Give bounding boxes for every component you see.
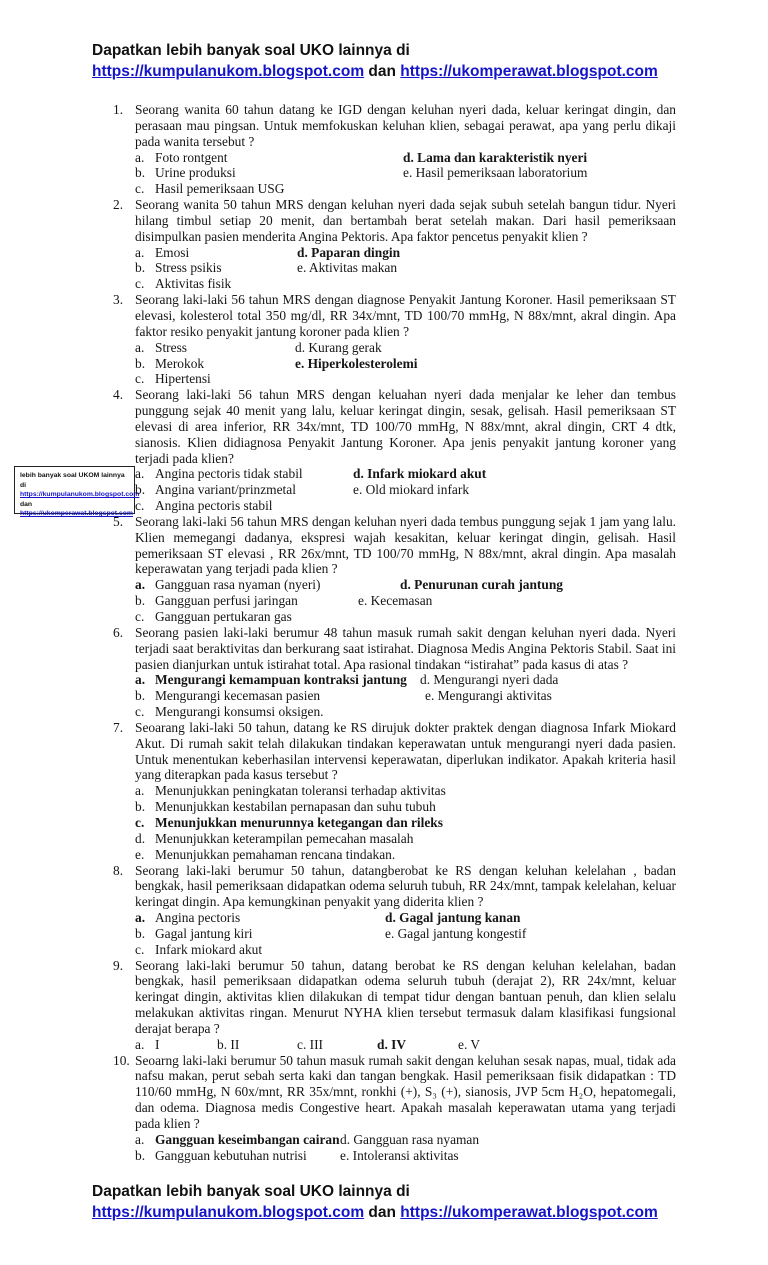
option-label: b. <box>135 593 146 609</box>
option-label: c. <box>135 609 145 624</box>
option-text: Aktivitas fisik <box>155 276 232 292</box>
option-label: b. <box>135 799 146 815</box>
option-text: Gagal jantung kiri <box>155 925 253 941</box>
option-row <box>135 340 676 356</box>
option-label: d. <box>135 830 146 846</box>
question-stem: Seorang laki-laki berumur 50 tahun, datangberobat ke RS dengan keluhan kelelahan , badan bengkak, hasil pemeriksaan didapatkan odema seluruh tubuh, RR 24x/mnt, tampak kelelahan, keluar keringat dingin. Apa kemungkinan penyakit yang diderita klien ? <box>135 862 676 910</box>
option-label: a. <box>135 339 145 355</box>
option-c <box>135 371 211 386</box>
option-a <box>135 672 407 687</box>
option-row <box>135 466 676 482</box>
option-text: Mengurangi kemampuan kontraksi jantung <box>155 672 407 688</box>
option-label: a. <box>135 1036 145 1052</box>
option-text: Foto rontgent <box>155 149 228 165</box>
question-number: 1. <box>113 102 124 117</box>
option-label: a. <box>135 149 145 165</box>
option-b <box>135 165 236 180</box>
option-row <box>135 704 676 720</box>
question-body <box>135 197 676 292</box>
question-body <box>135 863 676 958</box>
option-label: a. <box>135 783 145 799</box>
option-d <box>295 340 382 356</box>
option-row <box>135 498 676 514</box>
option-label: e. <box>458 1036 471 1052</box>
option-a <box>135 577 320 592</box>
question-body <box>135 958 676 1053</box>
option-text: Hasil pemeriksaan laboratorium <box>415 165 588 181</box>
option-text: Gangguan rasa nyaman (nyeri) <box>155 577 321 593</box>
option-a <box>135 340 187 355</box>
option-d <box>377 1037 406 1053</box>
option-b <box>135 260 222 275</box>
option-row <box>135 260 676 276</box>
option-text: Hasil pemeriksaan USG <box>155 181 285 197</box>
option-label: e. <box>403 165 416 181</box>
option-label: c. <box>135 498 145 514</box>
option-text: Menunjukkan peningkatan toleransi terhadap aktivitas <box>155 783 446 799</box>
option-label: e. <box>353 482 366 498</box>
option-text: Angina pectoris tidak stabil <box>155 466 303 482</box>
question-body <box>135 720 676 863</box>
option-text: Gangguan perfusi jaringan <box>155 593 298 609</box>
option-c <box>135 498 273 513</box>
option-text: Hipertensi <box>155 371 211 387</box>
option-b <box>135 482 296 497</box>
option-text: Infark miokard akut <box>155 941 263 957</box>
option-text: II <box>230 1036 240 1052</box>
option-text: Gangguan pertukaran gas <box>155 609 292 624</box>
option-label: a. <box>135 244 145 260</box>
option-row <box>135 1037 676 1053</box>
option-text: Gagal jantung kanan <box>399 910 521 926</box>
footer-link-separator: dan <box>368 1204 401 1221</box>
option-label: a. <box>135 672 146 688</box>
option-text: III <box>309 1036 324 1052</box>
question-body <box>135 1053 676 1164</box>
option-row <box>135 371 676 387</box>
option-a <box>135 1132 340 1147</box>
option-text: Gangguan rasa nyaman <box>353 1131 480 1147</box>
question-number: 3. <box>113 292 124 308</box>
option-label: a. <box>135 466 145 482</box>
questions-list <box>113 102 676 1164</box>
option-text: Gangguan kebutuhan nutrisi <box>155 1147 307 1163</box>
option-label: a. <box>135 1131 145 1147</box>
option-label: d. <box>297 244 312 260</box>
option-row <box>135 942 676 958</box>
option-e <box>340 1148 459 1164</box>
option-label: c. <box>135 704 145 720</box>
option-text: Angina variant/prinzmetal <box>155 482 296 498</box>
question-stem: Seorang wanita 60 tahun datang ke IGD dengan keluhan nyeri dada, keluar keringat dingin, dan perasaan mau pingsan. Untuk memfokuskan keluhan klien, sebagai perawat, apa yang perlu dikaji pada wanita tersebut ? <box>135 102 676 149</box>
question-item-3 <box>113 292 676 387</box>
option-label: d. <box>400 577 415 593</box>
side-note-link-ukomperawat[interactable]: https://ukomperawat.blogspot.com <box>20 510 133 517</box>
option-label: a. <box>135 577 146 593</box>
option-c <box>135 609 292 624</box>
option-label: e. <box>295 355 308 371</box>
option-text: Menunjukkan menurunnya ketegangan dan rileks <box>155 814 443 830</box>
question-number: 7. <box>113 719 124 735</box>
question-body <box>135 292 676 387</box>
option-a <box>135 1037 159 1052</box>
option-e <box>297 260 397 276</box>
option-row <box>135 276 676 292</box>
option-d <box>385 910 520 926</box>
question-number: 4. <box>113 387 124 403</box>
option-label: e. <box>385 925 398 941</box>
question-stem: Seorang pasien laki-laki berumur 48 tahun masuk rumah sakit dengan keluhan nyeri dada. Nyeri terjadi saat beraktivitas dan berkurang saat istirahat. Diagnosa Medis Angina Pektoris Stabil. Saat ini pasien dianjurkan untuk istirahat total. Apa rasional tindakan “istirahat” pada kasus di atas ? <box>135 624 676 672</box>
option-text: Lama dan karakteristik nyeri <box>417 149 588 165</box>
option-text: Emosi <box>155 244 190 260</box>
question-item-7 <box>113 720 676 863</box>
option-text: Stress psikis <box>155 260 222 276</box>
option-text: V <box>470 1036 481 1052</box>
option-text: Mengurangi nyeri dada <box>433 672 559 688</box>
option-label: c. <box>135 371 145 387</box>
option-label: d. <box>377 1036 392 1052</box>
option-label: b. <box>135 355 146 371</box>
option-text: Gangguan keseimbangan cairan <box>155 1131 340 1147</box>
option-c <box>297 1037 323 1053</box>
option-e <box>403 165 587 181</box>
option-row <box>135 847 676 863</box>
footer-link-ukomperawat[interactable]: https://ukomperawat.blogspot.com <box>400 1204 658 1221</box>
question-item-6 <box>113 625 676 720</box>
question-stem: Seorang laki-laki 56 tahun MRS dengan keluhan nyeri dada tembus punggung sejak 1 jam yang lalu. Klien memegangi dadanya, ekspresi wajah kesakitan, keluar keringat dingin, gelisah. Hasil pemeriksaan ST elevasi , RR 26x/mnt, TD 100/70 mmHg, N 88x/mnt, akral dingin. Apa masalah keperawatan yang terjadi pada klien ? <box>135 513 676 577</box>
header-link-ukomperawat[interactable]: https://ukomperawat.blogspot.com <box>400 63 658 80</box>
option-label: c. <box>135 276 145 292</box>
option-label: c. <box>135 181 145 197</box>
question-number: 2. <box>113 197 124 213</box>
option-a <box>135 910 240 925</box>
option-text: Urine produksi <box>155 165 236 181</box>
option-label: c. <box>135 941 145 957</box>
option-label: e. <box>297 260 309 276</box>
option-label: b. <box>135 925 146 941</box>
option-d <box>353 466 486 482</box>
option-label: b. <box>135 688 146 704</box>
footer-promo <box>92 1181 702 1223</box>
question-stem: Seorang laki-laki 56 tahun MRS dengan diagnose Penyakit Jantung Koroner. Hasil pemeriksaan ST elevasi, kolesterol total 350 mg/dl, RR 34x/mnt, TD 100/70 mmHg, N 88x/mnt, akral dingin. Apa faktor resiko penyakit jantung koroner pada klien ? <box>135 292 676 339</box>
option-b <box>135 926 252 941</box>
option-row <box>135 815 676 831</box>
question-number: 9. <box>113 957 124 973</box>
question-number: 10. <box>113 1052 130 1068</box>
option-row <box>135 1132 676 1148</box>
option-text: I <box>155 1036 160 1052</box>
option-d <box>340 1132 479 1148</box>
option-d <box>400 577 563 593</box>
header-promo-links <box>92 61 702 82</box>
option-text: Intoleransi aktivitas <box>352 1147 459 1163</box>
option-row <box>135 688 676 704</box>
header-promo-line1: Dapatkan lebih banyak soal UKO lainnya di <box>92 42 410 59</box>
option-row <box>135 577 676 593</box>
option-c <box>135 942 262 957</box>
option-row <box>135 165 676 181</box>
option-row <box>135 783 676 799</box>
option-label: d. <box>295 339 309 355</box>
option-text: Angina pectoris <box>155 910 241 926</box>
option-a <box>135 783 446 798</box>
question-item-8 <box>113 863 676 958</box>
option-text: Hiperkolesterolemi <box>307 355 418 371</box>
question-number: 8. <box>113 862 124 878</box>
option-b <box>135 593 298 608</box>
option-text: Mengurangi kecemasan pasien <box>155 688 321 704</box>
question-number: 5. <box>113 513 124 529</box>
option-a <box>135 150 228 165</box>
option-text: Kurang gerak <box>308 339 382 355</box>
option-label: e. <box>340 1147 353 1163</box>
option-text: Angina pectoris stabil <box>155 498 273 514</box>
option-d <box>297 245 400 261</box>
option-row <box>135 672 676 688</box>
option-label: e. <box>358 593 371 609</box>
option-b <box>217 1037 239 1053</box>
option-text: Penurunan curah jantung <box>414 577 563 593</box>
question-item-2 <box>113 197 676 292</box>
option-e <box>358 593 432 609</box>
option-label: c. <box>297 1036 310 1052</box>
option-text: Paparan dingin <box>311 244 401 260</box>
option-row <box>135 356 676 372</box>
option-text: Mengurangi konsumsi oksigen. <box>155 704 324 720</box>
option-text: IV <box>391 1036 407 1052</box>
option-label: d. <box>420 672 434 688</box>
question-body <box>135 514 676 625</box>
option-text: Menunjukkan pemahaman rencana tindakan. <box>155 846 396 862</box>
side-note-line1: lebih banyak soal UKOM lainnya di <box>20 472 125 489</box>
option-e <box>425 688 552 704</box>
option-d <box>403 150 587 166</box>
question-item-10 <box>113 1053 676 1164</box>
option-text: Stress <box>155 339 187 355</box>
footer-promo-links <box>92 1202 702 1223</box>
option-row <box>135 799 676 815</box>
option-label: b. <box>135 165 146 181</box>
option-text: Gagal jantung kongestif <box>397 925 527 941</box>
footer-link-kumpulanukom[interactable]: https://kumpulanukom.blogspot.com <box>92 1204 365 1221</box>
question-stem: Seoarng laki-laki berumur 50 tahun masuk rumah sakit dengan keluhan sesak napas, mual, tidak ada nafsu makan, perut sebah serta kaki dan tangan bengkak. Hasil pemeriksaan fisik didapatkan : TD 110/60 mmHg, N 60x/mnt, RR 35x/mnt, ronkhi (+), S₃ (+), sianosis, JVP 5cm H₂O, hepatomegali, dan odema. Diagnosa medis Congestive heart. Apakah masalah keperawatan utama yang terjadi pada klien ? <box>135 1052 676 1131</box>
option-c <box>135 704 324 719</box>
header-link-separator: dan <box>368 63 401 80</box>
option-text: Menunjukkan kestabilan pernapasan dan suhu tubuh <box>155 799 436 815</box>
option-text: Menunjukkan keterampilan pemecahan masalah <box>155 830 414 846</box>
option-row <box>135 150 676 166</box>
option-text: Merokok <box>155 355 205 371</box>
question-item-1 <box>113 102 676 197</box>
option-row <box>135 593 676 609</box>
option-a <box>135 466 303 481</box>
option-text: Kecemasan <box>370 593 433 609</box>
option-e <box>385 926 526 942</box>
option-row <box>135 926 676 942</box>
side-note-separator: dan <box>20 500 33 508</box>
option-e <box>458 1037 480 1053</box>
header-link-kumpulanukom[interactable]: https://kumpulanukom.blogspot.com <box>92 63 365 80</box>
option-e <box>353 482 469 498</box>
question-body <box>135 102 676 197</box>
option-label: c. <box>135 814 145 830</box>
option-label: b. <box>135 482 146 498</box>
side-note-link-kumpulanukom[interactable]: https://kumpulanukom.blogspot.com <box>20 491 140 498</box>
option-label: e. <box>425 688 438 704</box>
option-b <box>135 356 204 371</box>
option-a <box>135 245 189 260</box>
option-e <box>295 356 417 372</box>
option-row <box>135 181 676 197</box>
option-e <box>135 847 395 862</box>
question-body <box>135 625 676 720</box>
option-row <box>135 609 676 625</box>
option-text: Infark miokard akut <box>367 466 487 482</box>
question-stem: Seorang laki-laki 56 tahun MRS dengan keluahan nyeri dada menjalar ke leher dan tembus punggung sejak 40 menit yang lalu, keluar keringat dingin, sesak, gelisah. Hasil pemeriksaan ST elevasi di area inferior, RR 34x/mnt, TD 100/70 mmHg, N 88x/mnt, akral dingin, CRT 4 dtk, sianosis. Klien didiagnosa Penyakit Jantung Koroner. Apa jenis penyakit jantung koroner yang terjadi pada klien? <box>135 387 676 466</box>
option-label: b. <box>135 1147 146 1163</box>
question-item-9 <box>113 958 676 1053</box>
footer-promo-line1: Dapatkan lebih banyak soal UKO lainnya di <box>92 1183 410 1200</box>
option-label: e. <box>135 846 145 862</box>
option-row <box>135 482 676 498</box>
option-label: d. <box>340 1131 354 1147</box>
option-row <box>135 1148 676 1164</box>
option-label: d. <box>403 149 418 165</box>
header-promo <box>92 40 702 82</box>
option-d <box>135 831 413 846</box>
option-text: Aktivitas makan <box>308 260 398 276</box>
option-label: b. <box>135 260 146 276</box>
option-label: b. <box>217 1036 231 1052</box>
question-body <box>135 387 676 514</box>
question-stem: Seorang wanita 50 tahun MRS dengan keluhan nyeri dada sejak subuh setelah bangun tidur. Nyeri hilang timbul setiap 20 menit, dan bertambah berat setelah makan. Dari hasil pemeriksaan disimpulkan pasien menderita Angina Pektoris. Apa faktor pencetus penyakit klien ? <box>135 197 676 244</box>
option-text: Mengurangi aktivitas <box>437 688 552 704</box>
question-number: 6. <box>113 624 124 640</box>
question-item-4 <box>113 387 676 514</box>
option-c <box>135 815 443 830</box>
option-c <box>135 181 284 196</box>
question-stem: Seoarang laki-laki 50 tahun, datang ke RS dirujuk dokter praktek dengan diagnosa Infark Miokard Akut. Di rumah sakit telah dilakukan tindakan keperawatan untuk mengurangi nyeri dada pasien. Untuk menentukan keberhasilan intervensi keperawatan, diperlukan indikator. Apakah kriteria hasil yang diterapkan pada kasus tersebut ? <box>135 719 676 783</box>
option-row <box>135 831 676 847</box>
question-stem: Seorang laki-laki berumur 50 tahun, datang berobat ke RS dengan keluhan kelelahan, badan bengkak, hasil pemeriksaan didapatkan odema seluruh tubuh (derajat 2), RR 24x/mnt, keluar keringat dingin, aktivitas klien dilakukan di tempat tidur dengan bantuan penuh, dan klien selalu melakukan aktivitas ringan. Menurut NYHA klien tersebut termasuk dalam klasifikasi fungsional derajat berapa ? <box>135 957 676 1036</box>
option-row <box>135 245 676 261</box>
option-d <box>420 672 558 688</box>
option-label: d. <box>353 466 368 482</box>
option-b <box>135 688 320 703</box>
option-c <box>135 276 231 291</box>
option-label: d. <box>385 910 400 926</box>
option-b <box>135 799 436 814</box>
question-item-5 <box>113 514 676 625</box>
option-text: Old miokard infark <box>365 482 470 498</box>
option-b <box>135 1148 307 1163</box>
option-row <box>135 910 676 926</box>
option-label: a. <box>135 910 146 926</box>
